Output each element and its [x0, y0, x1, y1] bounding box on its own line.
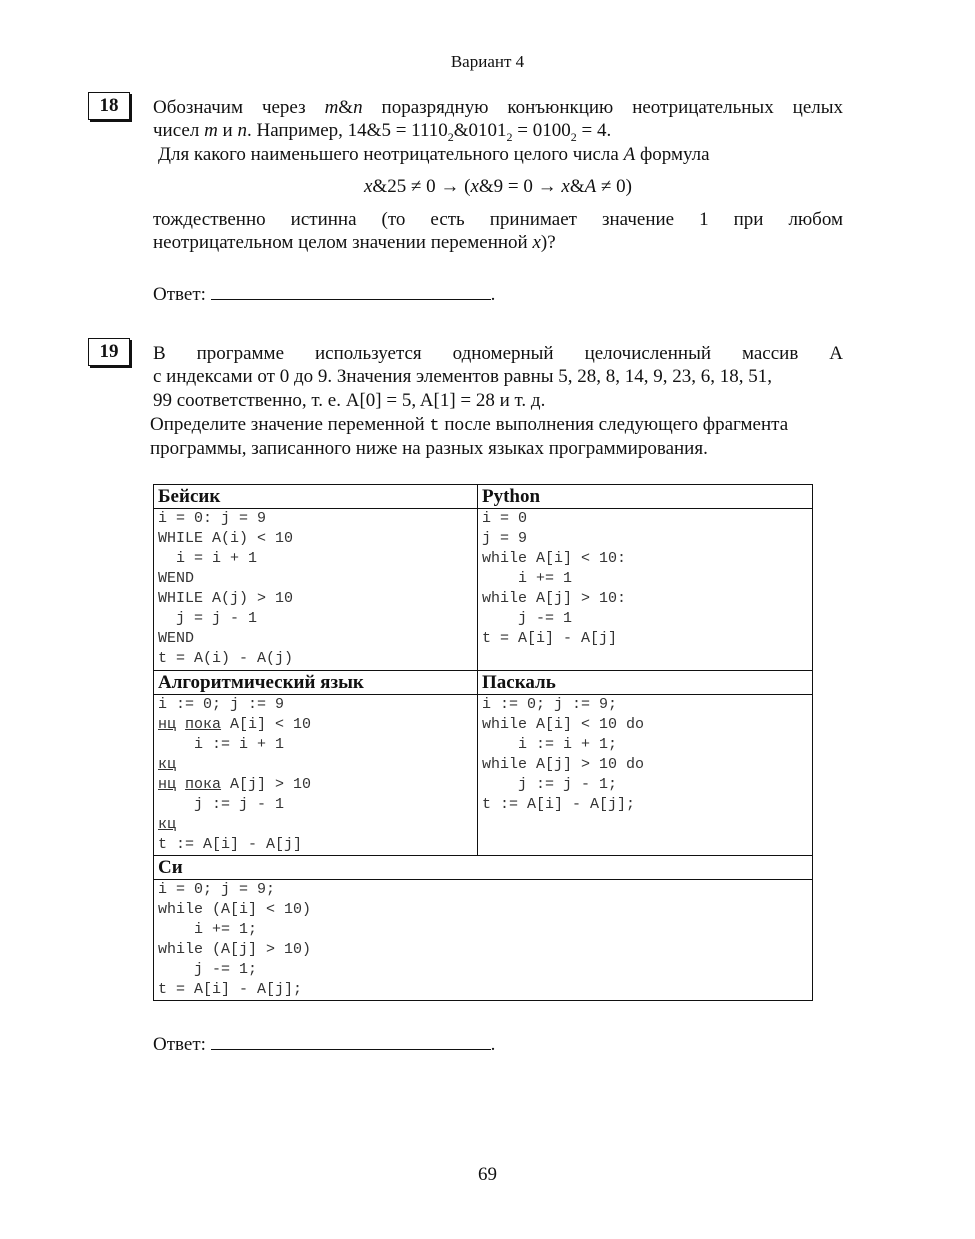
q19-task-b: после выполнения следующего фрагмента: [444, 414, 789, 435]
q19-answer-label: Ответ:: [153, 1034, 206, 1055]
q18-intro-line1: Обозначим через m&n поразрядную конъюнкцию неотрицательных целых: [153, 97, 843, 118]
q19-para-line3: 99 соответственно, т. е. A[0] = 5, A[1] = 28 и т. д.: [153, 390, 546, 411]
q19-answer: [153, 1031, 495, 1056]
code-basic: i = 0: j = 9 WHILE A(i) < 10 i = i + 1 WEND WHILE A(j) > 10 j = j - 1 WEND t = A(i) - A(j): [158, 510, 294, 667]
q19-task-line1: [150, 413, 850, 438]
q19-task-a: Определите значение переменной: [150, 414, 425, 435]
code-pascal: i := 0; j := 9; while A[i] < 10 do i := i + 1; while A[j] > 10 do j := j - 1; t := A[i] - A[j];: [482, 696, 645, 813]
page-header: Вариант 4: [450, 52, 525, 71]
q18-tail-line1: тождественно истинна (то есть принимает значение 1 при любом: [153, 209, 843, 230]
q19-para-line2: с индексами от 0 до 9. Значения элементов равны 5, 28, 8, 14, 9, 23, 6, 18, 51,: [153, 366, 773, 387]
q18-tail-line2: неотрицательном целом значении переменной x)?: [153, 232, 556, 253]
q18-answer-label: Ответ:: [153, 284, 206, 305]
q18-question: Для какого наименьшего неотрицательного целого числа A формула: [158, 144, 710, 165]
q19-para-line1: В программе используется одномерный целочисленный массив A: [153, 343, 843, 364]
q19-answer-field[interactable]: [211, 1031, 491, 1050]
code-table: [153, 484, 813, 1001]
q18-answer: [153, 281, 495, 306]
code-c: i = 0; j = 9; while (A[i] < 10) i += 1; while (A[j] > 10) j -= 1; t = A[i] - A[j];: [158, 881, 312, 998]
q19-answer-end: .: [490, 1034, 496, 1055]
q19-task-line2: программы, записанного ниже на разных языках программирования.: [150, 438, 708, 459]
code-python: i = 0 j = 9 while A[i] < 10: i += 1 while A[j] > 10: j -= 1 t = A[i] - A[j]: [482, 510, 627, 647]
q19-task-var: t: [429, 417, 440, 436]
code-alg: i := 0; j := 9 нц пока A[i] < 10 i := i + 1 кц нц пока A[j] > 10 j := j - 1 кц t := A[i] - A[j]: [158, 696, 312, 853]
lang-basic: Бейсик: [154, 485, 478, 509]
q18-answer-field[interactable]: [211, 281, 491, 300]
lang-python: Python: [478, 485, 813, 509]
q18-formula: x&25 ≠ 0 → (x&9 = 0 → x&A ≠ 0): [363, 176, 632, 197]
lang-pascal: Паскаль: [478, 671, 813, 695]
q18-intro-line2: чисел m и n. Например, 14&5 = $1110_2\&0101_2 = 0100_2 = 4$.: [153, 120, 612, 144]
lang-alg: Алгоритмический язык: [154, 671, 478, 695]
page-number: 69: [478, 1164, 497, 1185]
q18-answer-end: .: [490, 284, 496, 305]
question-19-number: 19: [88, 338, 130, 366]
question-18-number: 18: [88, 92, 130, 120]
lang-c: Си: [154, 856, 813, 880]
